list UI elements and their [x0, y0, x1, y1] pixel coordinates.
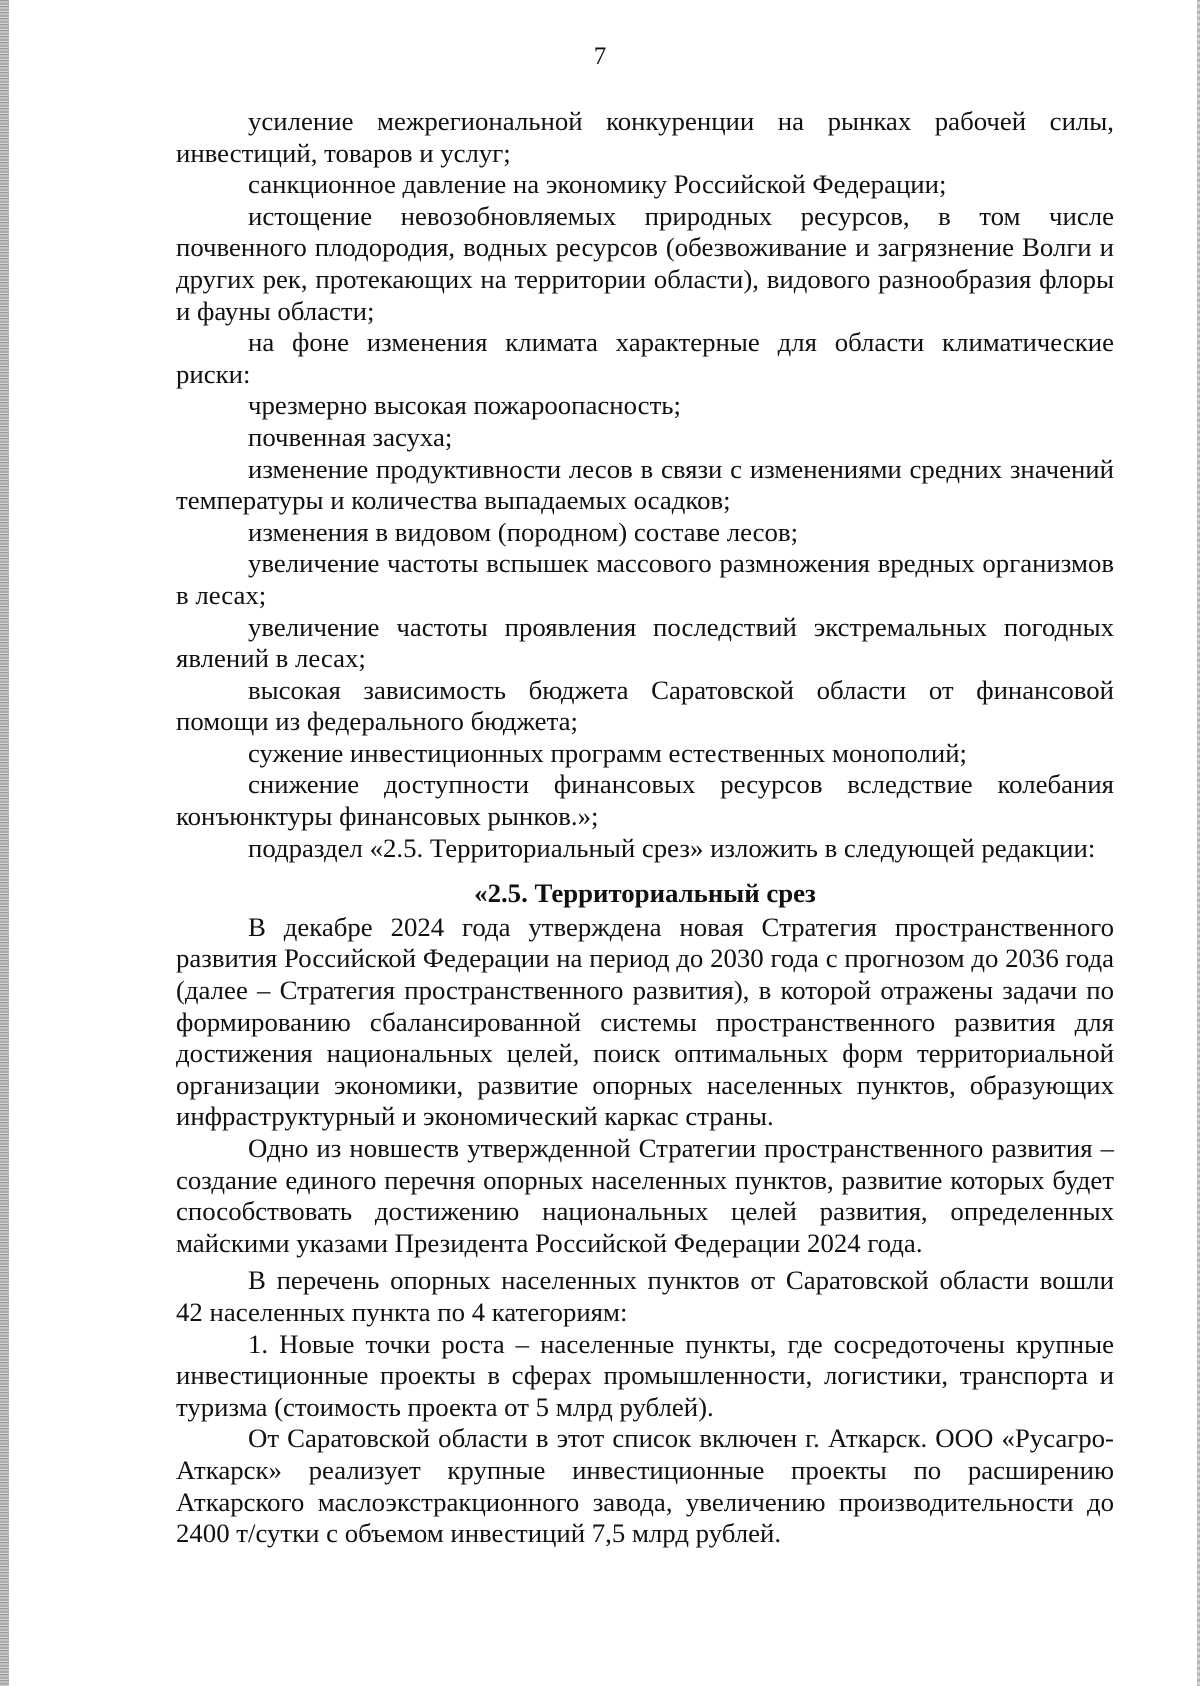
list-item: высокая зависимость бюджета Саратовской области от финансовой помощи из федерального бюджета; — [176, 674, 1114, 737]
body-paragraph: Одно из новшеств утвержденной Стратегии пространственного развития – создание единого перечня опорных населенных пунктов, развитие которых будет способствовать достижению национальных целей развития, определенных майскими указами Президента Российской Федерации 2024 года. — [176, 1133, 1114, 1258]
list-item: снижение доступности финансовых ресурсов вследствие колебания конъюнктуры финансовых рынков.»; — [176, 769, 1114, 832]
body-paragraph: В перечень опорных населенных пунктов от Саратовской области вошли 42 населенных пункта по 4 категориям: — [176, 1265, 1114, 1327]
list-item: изменение продуктивности лесов в связи с изменениями средних значений температуры и количества выпадаемых осадков; — [176, 453, 1114, 516]
page-number: 7 — [593, 43, 607, 70]
scan-edge-left — [0, 0, 9, 1686]
list-item: увеличение частоты вспышек массового размножения вредных организмов в лесах; — [176, 548, 1114, 610]
document-body — [176, 106, 1114, 1550]
list-item: истощение невозобновляемых природных ресурсов, в том числе почвенного плодородия, водных ресурсов (обезвоживание и загрязнение Волги и других рек, протекающих на территории области), видового разнообразия флоры и фауны области; — [176, 200, 1114, 326]
list-item: чрезмерно высокая пожароопасность; — [248, 390, 681, 421]
body-paragraph: В декабре 2024 года утверждена новая Стратегия пространственного развития Российской Федерации на период до 2030 года с прогнозом до 2036 года (далее – Стратегия пространственного развития), в которой отражены задачи по формированию сбалансированной системы пространственного развития для достижения национальных целей, поиск оптимальных форм территориальной организации экономики, развитие опорных населенных пунктов, образующих инфраструктурный и экономический каркас страны. — [176, 911, 1114, 1132]
list-item: увеличение частоты проявления последствий экстремальных погодных явлений в лесах; — [176, 611, 1114, 674]
body-paragraph: 1. Новые точки роста – населенные пункты, где сосредоточены крупные инвестиционные проекты в сферах промышленности, логистики, транспорта и туризма (стоимость проекта от 5 млрд рублей). — [176, 1328, 1114, 1422]
section-title: «2.5. Территориальный срез — [474, 878, 816, 909]
list-item: сужение инвестиционных программ естественных монополий; — [248, 737, 967, 768]
list-item: усиление межрегиональной конкуренции на рынках рабочей силы, инвестиций, товаров и услуг; — [176, 106, 1114, 168]
list-item: на фоне изменения климата характерные для области климатические риски: — [176, 327, 1114, 389]
list-item: изменения в видовом (породном) составе лесов; — [248, 516, 799, 547]
list-item: почвенная засуха; — [248, 421, 453, 452]
list-item: санкционное давление на экономику Российской Федерации; — [248, 169, 947, 200]
amendment-instruction: подраздел «2.5. Территориальный срез» изложить в следующей редакции: — [248, 832, 1096, 863]
body-paragraph: От Саратовской области в этот список включен г. Аткарск. ООО «Русагро-Аткарск» реализует крупные инвестиционные проекты по расширению Аткарского маслоэкстракционного завода, увеличению производительности до 2400 т/сутки с объемом инвестиций 7,5 млрд рублей. — [176, 1423, 1114, 1549]
